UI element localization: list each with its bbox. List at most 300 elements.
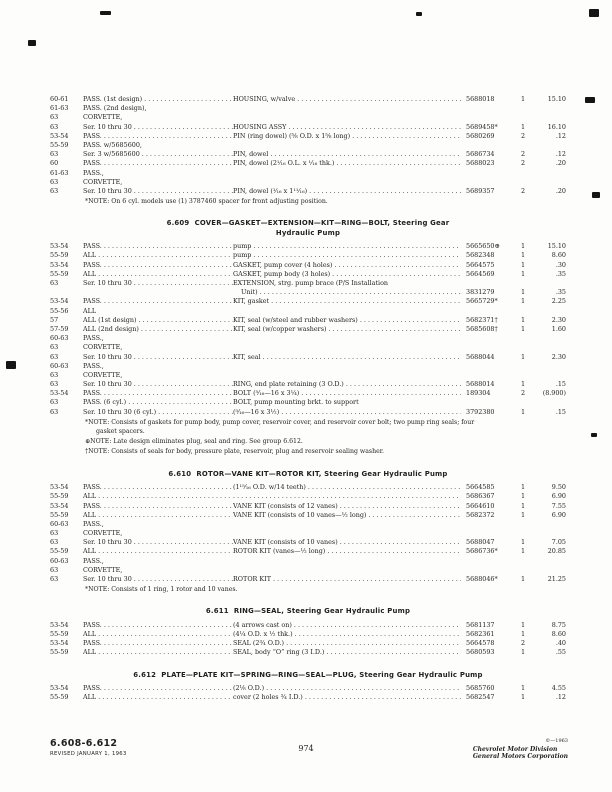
row-year: 63 [50,370,59,379]
row-year: 63 [50,380,59,389]
row-model: PASS. . . . [83,297,233,306]
table-row [50,279,566,288]
row-model: ALL . . . [83,270,233,279]
row-model: ALL (2nd design) . . . [83,325,233,334]
row-description: KIT, seal . . . [233,353,461,362]
row-model: PASS. . . . [83,502,233,511]
scan-artifact [589,9,599,17]
table-row [50,251,566,260]
row-qty: 2 [520,150,526,159]
row-description: KIT, seal (w/steel and rubber washers) . . . [233,316,461,325]
row-year: 63 [50,407,59,416]
row-year: 63 [50,529,59,538]
row-price: .20 [555,159,566,168]
row-qty: 1 [520,269,526,278]
row-description: HOUSING, w/valve . . . [233,95,461,104]
row-part-number: 5686367 [466,492,495,501]
section-heading-line: 6.611 RING—SEAL, Steering Gear Hydraulic Pump [205,607,411,616]
row-model: Ser. 10 thru 30 . . . [83,575,233,584]
row-price: 4.55 [551,684,566,693]
row-year: 53-54 [50,131,69,140]
table-row [50,316,566,325]
row-price: .15 [555,407,566,416]
row-year: 63 [50,352,59,361]
row-part-number: 5664578 [466,639,495,648]
row-year: 63 [50,279,59,288]
footer-revised-date: REVISED JANUARY 1, 1963 [50,751,127,757]
row-part-number: 5685760 [466,684,495,693]
row-price: 6.90 [551,510,566,519]
footnote: ⊕NOTE: Late design eliminates plug, seal and ring. See group 6.612. [85,438,303,446]
row-model: PASS. . . . [83,639,233,648]
row-price: .20 [555,186,566,195]
row-qty: 1 [520,407,526,416]
parts-section [50,219,566,456]
row-qty: 1 [520,122,526,131]
row-model: ALL . . . [83,511,233,520]
footnote: †NOTE: Consists of seals for body, pressure plate, reservoir, plug and reservoir sealing washer. [85,448,384,456]
row-model: PASS., [83,519,104,528]
row-model: ALL . . . [83,251,233,260]
row-model: PASS. . . . [83,684,233,693]
row-year: 63 [50,177,59,186]
row-description: SEAL, body “O” ring (3 I.D.) . . . [233,648,461,657]
row-model: Ser. 10 thru 30 . . . [83,187,233,196]
table-row [50,621,566,630]
row-qty: 1 [520,324,526,333]
row-part-number: 5689458* [466,122,498,131]
row-model: PASS. . . . [83,242,233,251]
row-model: CORVETTE, [83,370,123,379]
table-row [50,408,566,417]
table-row [50,575,566,584]
table-row [50,639,566,648]
row-qty: 1 [520,483,526,492]
row-price: 16.10 [547,122,566,131]
table-row [50,538,566,547]
row-qty: 1 [520,95,526,103]
row-model: PASS. (2nd design), [83,104,147,113]
row-description: SEAL (2¾ O.D.) . . . [233,639,461,648]
row-year: 61-63 [50,168,69,177]
row-year: 63 [50,343,59,352]
row-part-number: 5682547 [466,693,495,702]
row-part-number: 5682372 [466,510,495,519]
table-row [50,389,566,398]
row-model: ALL . . . [83,648,233,657]
row-description: PIN, dowel (2¹⁄₁₆ O.L. x ¹⁄₁₆ thk.) . . . [233,159,461,168]
row-model: Ser. 10 thru 30 . . . [83,538,233,547]
row-description: GASKET, pump body (3 holes) . . . [233,270,461,279]
row-qty: 1 [520,693,526,702]
row-part-number: 3831279 [466,288,495,297]
row-part-number: 5685608† [466,324,498,333]
row-price: 8.60 [551,251,566,260]
table-row [50,343,566,352]
row-qty: 1 [520,547,526,556]
table-row [50,483,566,492]
scan-artifact [585,97,595,103]
row-qty: 1 [520,260,526,269]
row-qty: 1 [520,630,526,639]
row-description [233,492,461,501]
row-qty: 1 [520,297,526,306]
scan-artifact [591,433,597,437]
table-row [50,371,566,380]
row-part-number: 5682371† [466,315,498,324]
row-year: 55-59 [50,630,69,639]
row-price: 6.90 [551,492,566,501]
row-year: 63 [50,122,59,131]
row-part-number: 5688018 [466,95,495,103]
row-qty: 1 [520,538,526,547]
row-year: 63 [50,150,59,159]
row-part-number: 5664585 [466,483,495,492]
row-price: 8.60 [551,630,566,639]
row-qty: 2 [520,186,526,195]
row-description: HOUSING ASSY . . . [233,123,461,132]
row-price: .55 [555,648,566,657]
row-qty: 1 [520,251,526,260]
row-year: 60-61 [50,95,69,103]
footer-group-range: 6.608-6.612 [50,738,118,749]
section-heading [50,470,566,480]
section-heading [50,219,566,238]
table-row [50,362,566,371]
table-row [50,520,566,529]
row-model: PASS. . . . [83,483,233,492]
row-qty: 1 [520,620,526,629]
row-year: 55-56 [50,306,69,315]
row-qty: 1 [520,315,526,324]
table-row [50,169,566,178]
row-model: ALL (1st design) . . . [83,316,233,325]
row-model: PASS. w/5685600, [83,140,142,149]
row-part-number: 5682348 [466,251,495,260]
row-year: 63 [50,398,59,407]
row-part-number: 5686736* [466,547,498,556]
table-row [50,123,566,132]
table-row [50,261,566,270]
row-year: 53-54 [50,684,69,693]
row-year: 63 [50,113,59,122]
scan-artifact [28,40,36,46]
row-qty: 1 [520,288,526,297]
row-price: 7.55 [551,501,566,510]
row-price: 8.75 [551,620,566,629]
table-row [50,297,566,306]
row-year: 53-54 [50,242,69,251]
row-model: PASS. . . . [83,159,233,168]
row-model: PASS. . . . [83,261,233,270]
row-model: Ser. 10 thru 30 . . . [83,353,233,362]
row-description: BOLT, pump mounting brkt. to support [233,398,359,407]
row-year: 57 [50,315,59,324]
row-description: (4 arrows cast on) . . . [233,621,461,630]
table-row [50,159,566,168]
row-description: ROTOR KIT (vanes—½ long) . . . [233,547,461,556]
row-part-number: 5686734 [466,150,495,159]
table-row [50,187,566,196]
row-description: PIN, dowel (¹⁄₁₆ x 1¹¹⁄₁₆) . . . [233,187,461,196]
table-row [50,547,566,556]
scan-artifact [100,11,111,15]
row-price: .35 [555,269,566,278]
copyright-notice: ©—1963 [545,738,568,744]
row-year: 60-63 [50,334,69,343]
row-price: .15 [555,380,566,389]
row-year: 61-63 [50,104,69,113]
row-model: Ser. 10 thru 30 (6 cyl.) . . . [83,408,233,417]
row-model: ALL . . . [83,492,233,501]
row-part-number: 5681137 [466,620,495,629]
row-qty: 2 [520,131,526,140]
table-row [50,113,566,122]
row-description: (4¼ O.D. x ½ thk.) . . . [233,630,461,639]
parts-section [50,607,566,657]
row-description: KIT, gasket . . . [233,297,461,306]
section-heading-line: 6.609 COVER—GASKET—EXTENSION—KIT—RING—BOLT, Steering Gear [166,219,450,228]
row-year: 60 [50,159,59,168]
row-year: 53-54 [50,297,69,306]
row-description: pump . . . [233,251,461,260]
row-part-number: 5682361 [466,630,495,639]
table-row [50,529,566,538]
row-model: PASS., [83,556,104,565]
row-year: 55-59 [50,547,69,556]
row-qty: 1 [520,352,526,361]
row-model: PASS. (1st design) . . . [83,95,233,104]
row-year: 55-59 [50,269,69,278]
row-model: CORVETTE, [83,177,123,186]
scan-artifact [592,192,600,198]
row-qty: 1 [520,684,526,693]
row-price: 7.05 [551,538,566,547]
table-row [50,141,566,150]
company-name-line1: Chevrolet Motor Division [472,746,558,754]
row-model: CORVETTE, [83,113,123,122]
table-row [50,511,566,520]
row-year: 53-54 [50,639,69,648]
row-year: 63 [50,186,59,195]
row-model: ALL . . . [83,547,233,556]
row-price: 15.10 [547,242,566,251]
table-row [50,648,566,657]
table-row [50,557,566,566]
footnote: *NOTE: On 6 cyl. models use (1) 3787460 spacer for front adjusting position. [85,198,328,206]
row-year: 63 [50,538,59,547]
row-part-number: 5664569 [466,269,495,278]
row-qty: 1 [520,510,526,519]
table-row [50,132,566,141]
row-model: Ser. 10 thru 30 . . . [83,279,233,288]
section-heading-line: 6.610 ROTOR—VANE KIT—ROTOR KIT, Steering Gear Hydraulic Pump [168,469,448,478]
row-model: PASS., [83,361,104,370]
table-row [50,353,566,362]
row-model: Ser. 3 w/5685600 . . . [83,150,233,159]
table-row [50,566,566,575]
row-part-number: 5665729* [466,297,498,306]
row-year: 63 [50,575,59,584]
row-model: ALL . . . [83,630,233,639]
parts-section [50,470,566,595]
row-model: ALL . . . [83,693,233,702]
row-year: 55-59 [50,693,69,702]
row-model: Ser. 10 thru 30 . . . [83,380,233,389]
row-price: .35 [555,288,566,297]
table-row [50,693,566,702]
row-price: 9.50 [551,483,566,492]
parts-section [50,671,566,703]
table-row [50,492,566,501]
row-model: CORVETTE, [83,565,123,574]
row-description: cover (2 holes ¾ I.D.) . . . [233,693,461,702]
row-price: (8.900) [542,389,566,398]
table-row [50,325,566,334]
row-part-number: 5688044 [466,352,495,361]
scan-artifact [416,12,422,16]
row-year: 55-59 [50,510,69,519]
table-row [50,150,566,159]
row-price: .30 [555,260,566,269]
row-model: PASS. (6 cyl.) . . . [83,398,233,407]
company-name-line2: General Motors Corporation [472,753,568,761]
table-row [50,398,566,407]
table-row [50,242,566,251]
row-description: VANE KIT (consists of 12 vanes) . . . [233,502,461,511]
table-row [50,502,566,511]
row-model: ALL [83,306,97,315]
row-part-number: 5665650⊕ [466,242,500,251]
row-description: (1¹⁵⁄₁₆ O.D. w/14 teeth) . . . [233,483,461,492]
row-part-number: 5664575 [466,260,495,269]
row-price: .12 [555,131,566,140]
row-year: 53-54 [50,483,69,492]
row-year: 53-54 [50,260,69,269]
row-description: Unit) . . . [233,288,461,297]
row-part-number: 5689357 [466,186,495,195]
row-part-number: 5664610 [466,501,495,510]
row-description: VANE KIT (consists of 10 vanes) . . . [233,538,461,547]
row-qty: 2 [520,639,526,648]
row-year: 53-54 [50,389,69,398]
row-part-number: 189304 [466,389,491,398]
row-qty: 1 [520,380,526,389]
row-model: PASS. . . . [83,621,233,630]
row-qty: 1 [520,242,526,251]
row-description: pump . . . [233,242,461,251]
table-row [50,288,566,297]
row-part-number: 5680269 [466,131,495,140]
row-description: (2⅛ O.D.) . . . [233,684,461,693]
row-description: GASKET, pump cover (4 holes) . . . [233,261,461,270]
row-description: PIN (ring dowel) (⅝ O.D. x 1⅝ long) . . . [233,132,461,141]
row-model: PASS. . . . [83,132,233,141]
row-model: PASS., [83,334,104,343]
row-price: 2.30 [551,315,566,324]
row-year: 63 [50,565,59,574]
row-year: 57-59 [50,324,69,333]
row-qty: 2 [520,389,526,398]
row-price: .12 [555,150,566,159]
row-year: 53-54 [50,501,69,510]
table-row [50,684,566,693]
table-row [50,104,566,113]
row-qty: 1 [520,648,526,657]
table-row [50,630,566,639]
row-part-number: 3792380 [466,407,495,416]
row-part-number: 5688046* [466,575,498,584]
row-qty: 1 [520,575,526,584]
table-row [50,307,566,316]
row-model: PASS., [83,168,104,177]
row-description: ROTOR KIT . . . [233,575,461,584]
parts-table [50,95,566,703]
row-part-number: 5688014 [466,380,495,389]
row-price: 2.30 [551,352,566,361]
row-price: 2.25 [551,297,566,306]
row-year: 55-59 [50,648,69,657]
section-heading-line: 6.612 PLATE—PLATE KIT—SPRING—RING—SEAL—PLUG, Steering Gear Hydraulic Pump [133,670,483,679]
row-qty: 2 [520,159,526,168]
section-heading [50,607,566,617]
row-year: 60-63 [50,361,69,370]
row-model: CORVETTE, [83,529,123,538]
row-price: .12 [555,693,566,702]
row-year: 60-63 [50,519,69,528]
row-model: CORVETTE, [83,343,123,352]
table-row [50,95,566,104]
row-description: VANE KIT (consists of 10 vanes—½ long) . . . [233,511,461,520]
row-price: 15.10 [547,95,566,103]
row-price: 20.85 [547,547,566,556]
footnote: *NOTE: Consists of 1 ring, 1 rotor and 10 vanes. [85,586,238,594]
section-heading-line: Hydraulic Pump [275,228,341,237]
row-description: KIT, seal (w/copper washers) . . . [233,325,461,334]
row-model: Ser. 10 thru 30 . . . [83,123,233,132]
row-price: 21.25 [547,575,566,584]
table-row [50,334,566,343]
row-part-number: 5688023 [466,159,495,168]
parts-section [50,95,566,206]
row-year: 60-63 [50,556,69,565]
scan-artifact [6,361,16,369]
footer-right [473,738,568,761]
row-part-number: 5688047 [466,538,495,547]
row-price: .40 [555,639,566,648]
footnote: *NOTE: Consists of gaskets for pump body, pump cover, reservoir cover, and reservoir cover bolt; two pump ring seals; four gasket spacers. [85,418,475,436]
row-description: (⁵⁄₁₆—16 x 3½) . . . [233,408,461,417]
row-model: PASS. . . . [83,389,233,398]
table-row [50,270,566,279]
row-price: 1.60 [551,324,566,333]
row-year: 55-59 [50,251,69,260]
row-part-number: 5680593 [466,648,495,657]
row-description: BOLT (⁵⁄₁₆—16 x 3¼) . . . [233,389,461,398]
table-row [50,178,566,187]
table-row [50,380,566,389]
row-year: 55-59 [50,492,69,501]
row-year: 55-59 [50,140,69,149]
row-description: PIN, dowel . . . [233,150,461,159]
row-qty: 1 [520,501,526,510]
row-description: EXTENSION, strg. pump brace (P/S Installation [233,279,389,288]
section-heading [50,671,566,681]
row-description: RING, end plate retaining (3 O.D.) . . . [233,380,461,389]
row-year: 53-54 [50,620,69,629]
page-number: 974 [298,744,314,753]
row-qty: 1 [520,492,526,501]
